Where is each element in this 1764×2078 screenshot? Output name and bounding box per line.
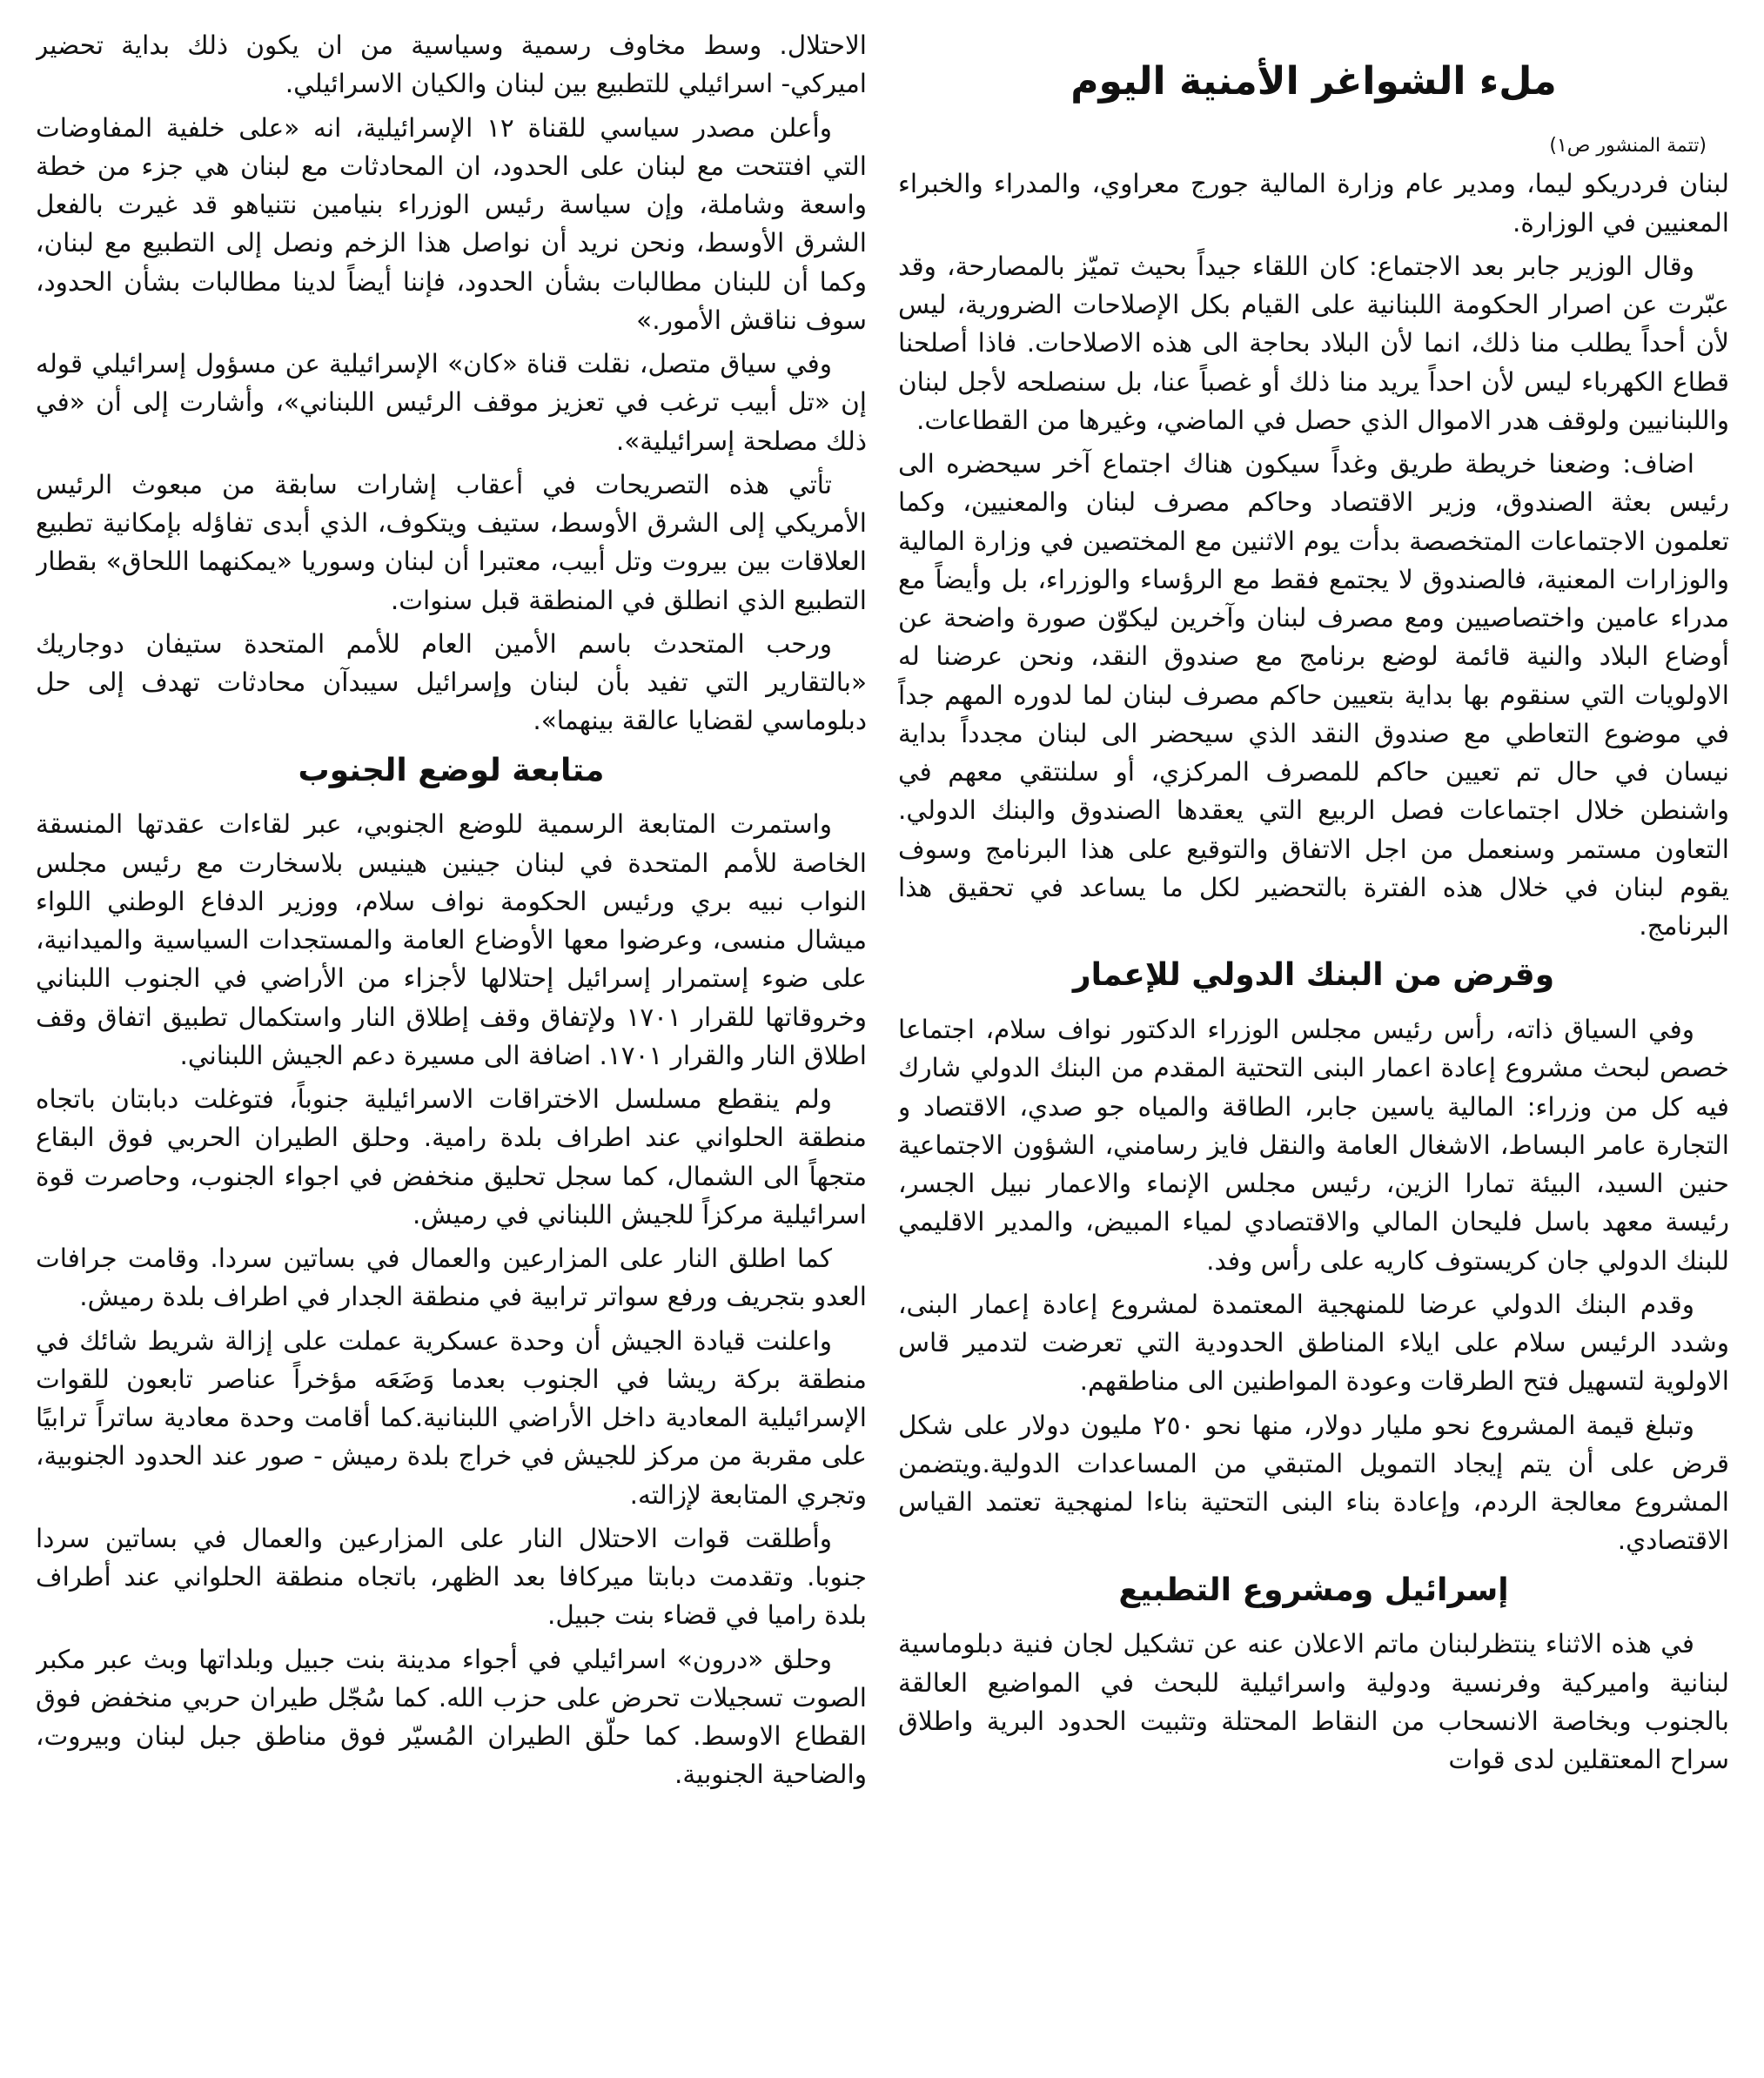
paragraph: لبنان فردريكو ليما، ومدير عام وزارة المالية جورج معراوي، والمدراء والخبراء المعنيين في الوزارة.: [898, 169, 1729, 238]
article-columns: [35, 26, 1729, 2061]
paragraph: وحلق «درون» اسرائيلي في أجواء مدينة بنت جبيل وبلداتها وبث عبر مكبر الصوت تسجيلات تحرض على حزب الله. كما سُجّل طيران حربي منخفض فوق القطاع الاوسط. كما حلّق الطيران المُسيّر فوق مناطق جبل لبنان وبيروت، والضاحية الجنوبية.: [36, 1644, 867, 1790]
paragraph: ورحب المتحدث باسم الأمين العام للأمم المتحدة ستيفان دوجاريك «بالتقارير التي تفيد بأن لبنان وإسرائيل سيبدآن محادثات تهدف إلى حل دبلوماسي لقضايا عالقة بينهما».: [36, 628, 867, 736]
paragraph: الاحتلال. وسط مخاوف رسمية وسياسية من ان يكون ذلك بداية تحضير اميركي- اسرائيلي للتطبيع بين لبنان والكيان الاسرائيلي.: [36, 30, 867, 99]
article-title: ملء الشواغر الأمنية اليوم: [1070, 59, 1557, 104]
paragraph: وفي سياق متصل، نقلت قناة «كان» الإسرائيلية عن مسؤول إسرائيلي قوله إن «تل أبيب ترغب في تعزيز موقف الرئيس اللبناني»، وأشارت إلى أن «في ذلك مصلحة إسرائيلية».: [36, 349, 867, 456]
paragraph: واستمرت المتابعة الرسمية للوضع الجنوبي، عبر لقاءات عقدتها المنسقة الخاصة للأمم المتحدة في لبنان جينين هينيس بلاسخارت مع رئيس مجلس النواب نبيه بري ورئيس الحكومة نواف سلام، ووزير الدفاع الوطني اللواء ميشال منسى، وعرضوا معها الأوضاع العامة والمستجدات السياسية والميدانية، على ضوء إستمرار إسرائيل إحتلالها لأجزاء من الأراضي في الجنوب اللبناني وخروقاتها للقرار ١٧٠١ ولإتفاق وقف إطلاق النار واستكمال تطبيق اتفاق وقف اطلاق النار والقرار ١٧٠١. اضافة الى مسيرة دعم الجيش اللبناني.: [36, 809, 867, 1070]
paragraph: كما اطلق النار على المزارعين والعمال في بساتين سردا. وقامت جرافات العدو بتجريف ورفع سواتر ترابية في منطقة الجدار في اطراف بلدة رميش.: [36, 1243, 867, 1312]
left-column: [36, 26, 867, 2061]
paragraph: وأعلن مصدر سياسي للقناة ١٢ الإسرائيلية، انه «على خلفية المفاوضات التي افتتحت مع لبنان على الحدود، ان المحادثات مع لبنان هي جزء من خطة واسعة وشاملة، وإن سياسة رئيس الوزراء بنيامين نتنياهو قد غيرت بالفعل الشرق الأوسط، ونحن نريد أن نواصل هذا الزخم ونصل إلى التطبيع مع لبنان، وكما أن للبنان مطالبات بشأن الحدود، فإننا أيضاً لدينا مطالبات بشأن الحدود، سوف نناقش الأمور.»: [36, 112, 867, 335]
paragraph: في هذه الاثناء ينتظرلبنان ماتم الاعلان عنه عن تشكيل لجان فنية دبلوماسية لبنانية واميركية وفرنسية ودولية واسرائيلية للبحث في المواضيع العالقة بالجنوب وبخاصة الانسحاب من النقاط المحتلة وتثبيت الحدود البرية واطلاق سراح المعتقلين لدى قوات: [898, 1629, 1729, 1775]
paragraph: واعلنت قيادة الجيش أن وحدة عسكرية عملت على إزالة شريط شائك في منطقة بركة ريشا في الجنوب بعدما وَضَعَه مؤخراً عناصر تابعون للقوات الإسرائيلية المعادية داخل الأراضي اللبنانية.كما أقامت وحدة معادية ساتراً ترابيًا على مقربة من مركز للجيش في خراج بلدة رميش - صور عند الحدود الجنوبية، وتجري المتابعة لإزالته.: [36, 1325, 867, 1510]
section-heading: إسرائيل ومشروع التطبيع: [1118, 1572, 1509, 1608]
paragraph: تأتي هذه التصريحات في أعقاب إشارات سابقة من مبعوث الرئيس الأمريكي إلى الشرق الأوسط، ستيف ويتكوف، الذي أبدى تفاؤله بإمكانية تطبيع العلاقات بين بيروت وتل أبيب، معتبرا أن لبنان وسوريا «يمكنهما اللحاق» بقطار التطبيع الذي انطلق في المنطقة قبل سنوات.: [36, 469, 867, 615]
paragraph: ولم ينقطع مسلسل الاختراقات الاسرائيلية جنوباً، فتوغلت دبابتان باتجاه منطقة الحلواني عند اطراف بلدة رامية. وحلق الطيران الحربي فوق البقاع متجهاً الى الشمال، كما سجل تحليق منخفض في اجواء الجنوب، وحاصرت قوة اسرائيلية مركزاً للجيش اللبناني في رميش.: [36, 1084, 867, 1230]
paragraph: وقدم البنك الدولي عرضا للمنهجية المعتمدة لمشروع إعادة إعمار البنى، وشدد الرئيس سلام على ايلاء المناطق الحدودية التي تعرضت لتدمير قاس الاولوية لتسهيل فتح الطرقات وعودة المواطنين الى مناطقهم.: [898, 1289, 1729, 1397]
right-column: [898, 26, 1729, 2061]
paragraph: وقال الوزير جابر بعد الاجتماع: كان اللقاء جيداً بحيث تميّز بالمصارحة، وقد عبّرت عن اصرار الحكومة اللبنانية على القيام بكل الإصلاحات الضرورية، ليس لأن أحداً يطلب منا ذلك، انما لأن البلاد بحاجة الى هذه الاصلاحات. فاذا أصلحنا قطاع الكهرباء ليس لأن احداً يريد منا ذلك أو غصباً عنا، بل سنصلحه لأجل لبنان واللبنانيين ولوقف هدر الاموال الذي حصل في الماضي، وغيرها من القطاعات.: [898, 251, 1729, 435]
paragraph: وفي السياق ذاته، رأس رئيس مجلس الوزراء الدكتور نواف سلام، اجتماعا خصص لبحث مشروع إعادة اعمار البنى التحتية المقدم من البنك الدولي شارك فيه كل من وزراء: المالية ياسين جابر، الطاقة والمياه جو صدي، الاقتصاد و التجارة عامر البساط، الاشغال العامة والنقل فايز رسامني، الشؤون الاجتماعية حنين السيد، البيئة تمارا الزين، رئيس مجلس الإنماء والاعمار نبيل الجسر، رئيسة معهد باسل فليحان المالي والاقتصادي لمياء المبيض، والمدير الاقليمي للبنك الدولي جان كريستوف كاريه على رأس وفد.: [898, 1015, 1729, 1276]
continued-note: (تتمة المنشور ص١): [1549, 135, 1707, 157]
paragraph: اضاف: وضعنا خريطة طريق وغداً سيكون هناك اجتماع آخر سيحضره الى رئيس بعثة الصندوق، وزير الاقتصاد وحاكم مصرف لبنان والمعنيين، وكما تعلمون الاجتماعات المتخصصة بدأت يوم الاثنين مع المختصين في وزارة المالية والوزارات المعنية، فالصندوق لا يجتمع فقط مع الرؤساء والوزراء، بل وأيضاً مع مدراء عامين واختصاصيين ومع مصرف لبنان وآخرين ليكوّن صورة واضحة عن أوضاع البلاد والنية قائمة لوضع برنامج مع صندوق النقد، ونحن عرضنا له الاولويات التي سنقوم بها بداية بتعيين حاكم مصرف لبنان لما لدوره المهم جداً في موضوع التعاطي مع صندوق النقد الذي سيحضر الى لبنان مجدداً بداية نيسان في حال تم تعيين حاكم للمصرف المركزي، أو سلنتقي معهم في واشنطن خلال اجتماعات فصل الربيع التي يعقدها الصندوق والبنك الدولي. التعاون مستمر وسنعمل من اجل الاتفاق والتوقيع على هذا البرنامج وسوف يقوم لبنان في خلال هذه الفترة بالتحضير لكل ما يساعد في تحقيق هذا البرنامج.: [898, 449, 1729, 942]
section-heading: متابعة لوضع الجنوب: [298, 752, 605, 788]
paragraph: وتبلغ قيمة المشروع نحو مليار دولار، منها نحو ٢٥٠ مليون دولار على شكل قرض على أن يتم إيجاد التمويل المتبقي من المساعدات الدولية.ويتضمن المشروع معالجة الردم، وإعادة بناء البنى التحتية بناءا لمنهجية تعتمد القياس الاقتصادي.: [898, 1410, 1729, 1556]
paragraph: وأطلقت قوات الاحتلال النار على المزارعين والعمال في بساتين سردا جنوبا. وتقدمت دبابتا ميركافا بعد الظهر، باتجاه منطقة الحلواني عند أطراف بلدة راميا في قضاء بنت جبيل.: [36, 1523, 867, 1631]
section-heading: وقرض من البنك الدولي للإعمار: [1072, 957, 1555, 994]
